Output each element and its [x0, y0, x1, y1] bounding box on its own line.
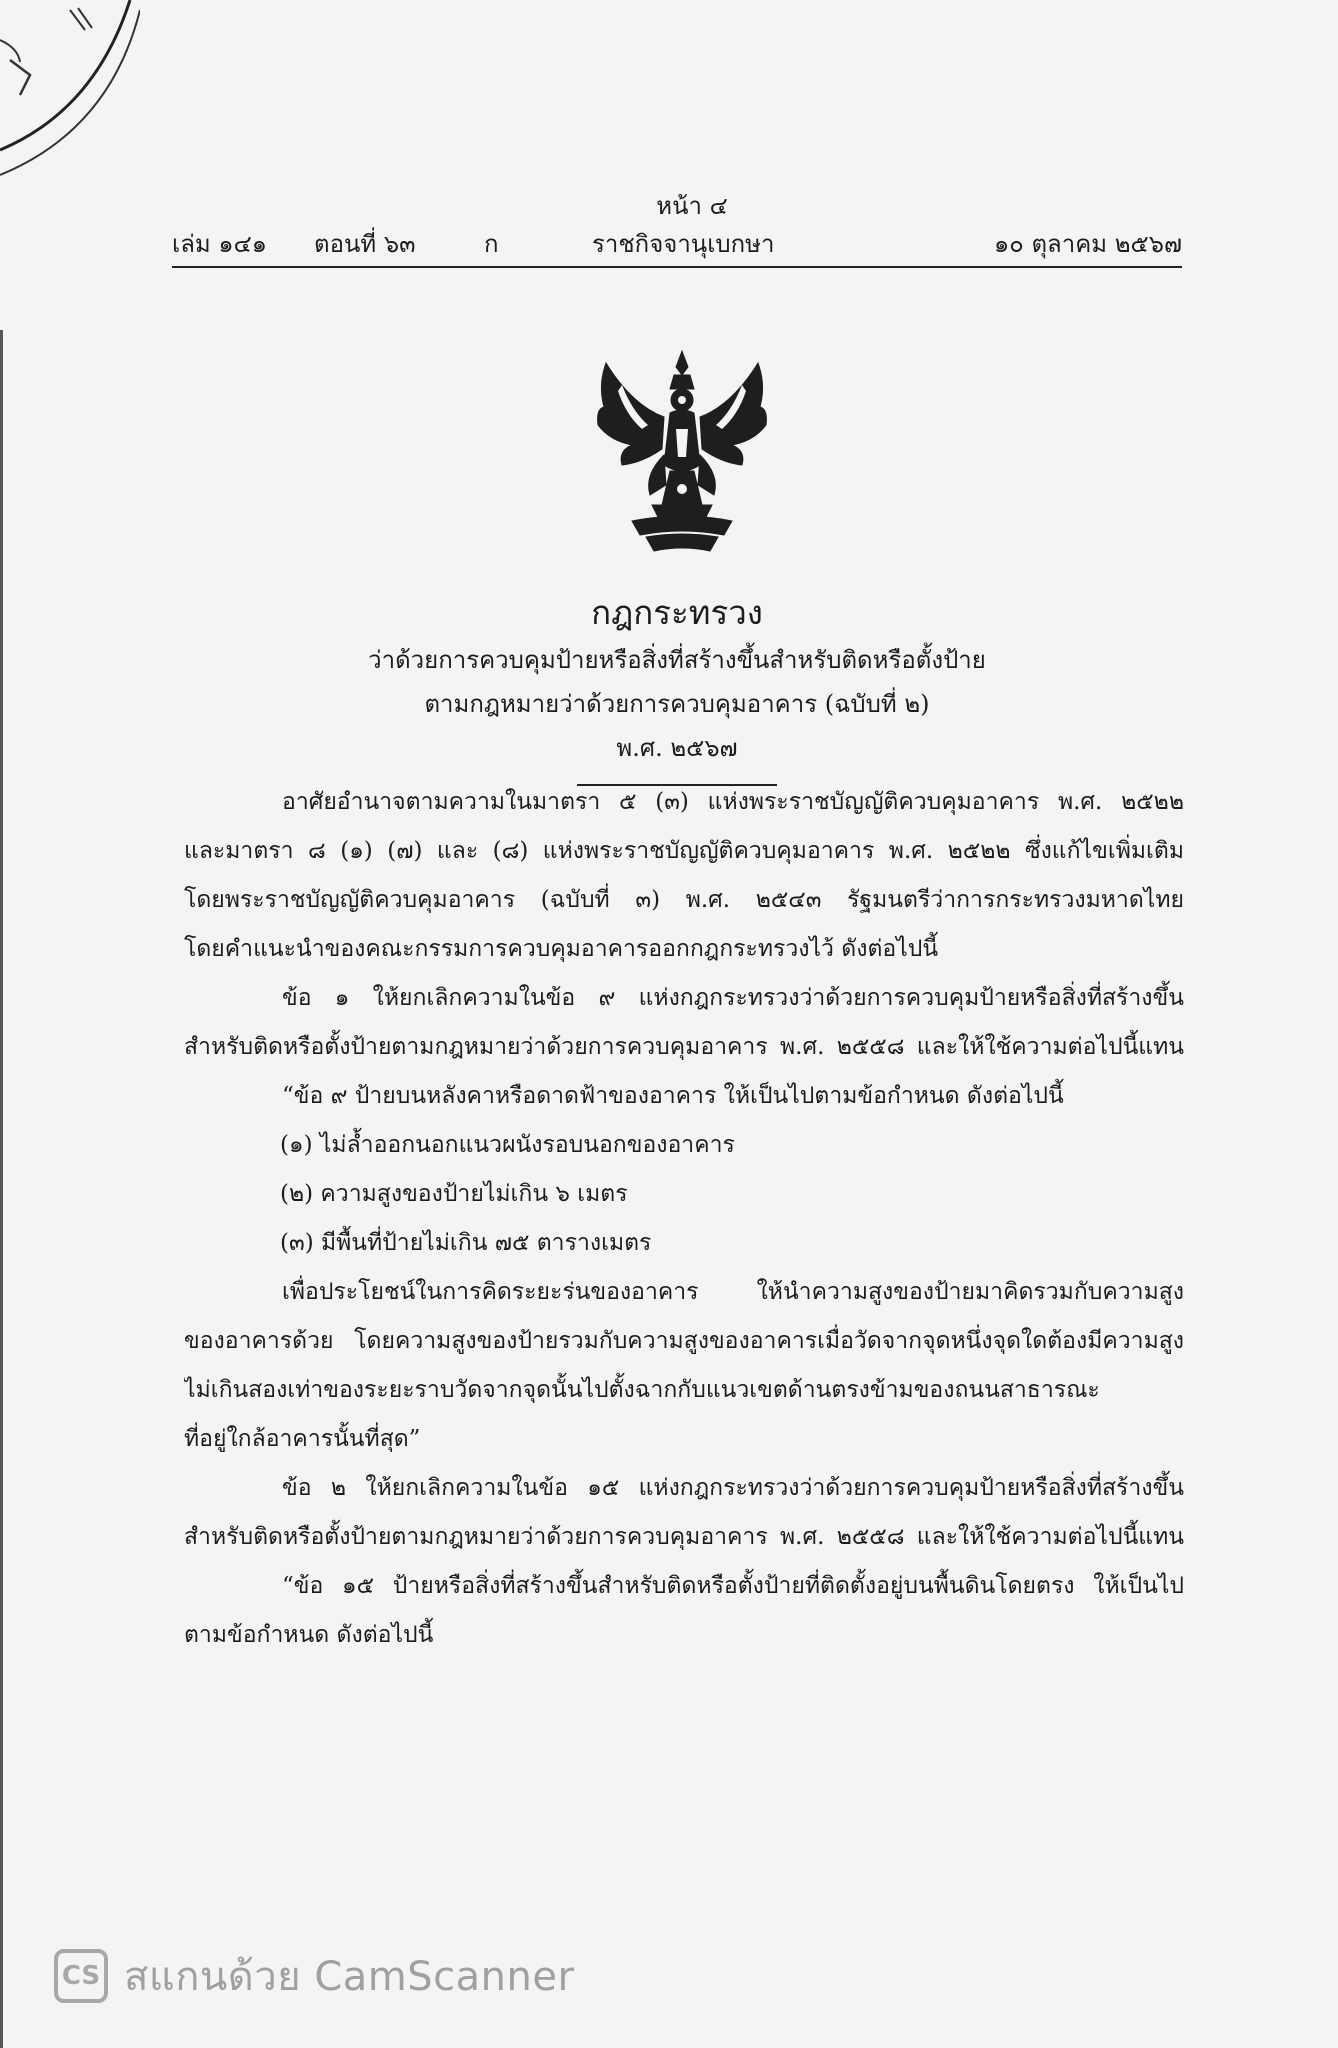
clause-15-line: “ข้อ ๑๕ ป้ายหรือสิ่งที่สร้างขึ้นสำหรับติดหรือตั้งป้ายที่ติดตั้งอยู่บนพื้นดินโดยตรง ให้เป็นไป: [282, 1573, 1184, 1599]
preamble-line: โดยคำแนะนำของคณะกรรมการควบคุมอาคารออกกฎกระทรวงไว้ ดังต่อไปนี้: [184, 936, 939, 962]
clause-9-item: (๑) ไม่ล้ำออกนอกแนวผนังรอบนอกของอาคาร: [280, 1132, 735, 1158]
clause-9-paragraph-line: ของอาคารด้วย โดยความสูงของป้ายรวมกับความสูงของอาคารเมื่อวัดจากจุดหนึ่งจุดใดต้องมีความสูง: [184, 1328, 1184, 1354]
partial-stamp-icon: [0, 0, 140, 220]
clause-9-item: (๓) มีพื้นที่ป้ายไม่เกิน ๗๕ ตารางเมตร: [280, 1230, 652, 1256]
watermark-text: สแกนด้วย CamScanner: [124, 1954, 575, 2000]
volume-number: เล่ม ๑๔๑: [172, 230, 267, 258]
camscanner-logo-icon: CS: [54, 1949, 108, 2003]
garuda-emblem-icon: [592, 345, 772, 565]
gazette-name: ราชกิจจานุเบกษา: [592, 230, 775, 258]
section-letter: ก: [484, 230, 499, 258]
gazette-header-row: [172, 222, 1182, 268]
title-block: [172, 588, 1182, 786]
scan-page-edge: [0, 330, 3, 2048]
document-body: [184, 778, 1184, 1660]
clause-2-line: ข้อ ๒ ให้ยกเลิกความในข้อ ๑๕ แห่งกฎกระทรวงว่าด้วยการควบคุมป้ายหรือสิ่งที่สร้างขึ้น: [282, 1475, 1184, 1501]
preamble-line: อาศัยอำนาจตามความในมาตรา ๕ (๓) แห่งพระราชบัญญัติควบคุมอาคาร พ.ศ. ๒๕๒๒: [282, 789, 1184, 815]
gazette-header: [172, 190, 1182, 268]
title-subtitle-1: ว่าด้วยการควบคุมป้ายหรือสิ่งที่สร้างขึ้นสำหรับติดหรือตั้งป้าย: [368, 646, 986, 674]
clause-15-line: ตามข้อกำหนด ดังต่อไปนี้: [184, 1622, 434, 1648]
camscanner-watermark: [54, 1946, 574, 2006]
clause-2-line: สำหรับติดหรือตั้งป้ายตามกฎหมายว่าด้วยการควบคุมอาคาร พ.ศ. ๒๕๕๘ และให้ใช้ความต่อไปนี้แทน: [184, 1524, 1184, 1550]
clause-1-line: สำหรับติดหรือตั้งป้ายตามกฎหมายว่าด้วยการควบคุมอาคาร พ.ศ. ๒๕๕๘ และให้ใช้ความต่อไปนี้แทน: [184, 1034, 1184, 1060]
clause-1-line: ข้อ ๑ ให้ยกเลิกความในข้อ ๙ แห่งกฎกระทรวงว่าด้วยการควบคุมป้ายหรือสิ่งที่สร้างขึ้น: [282, 985, 1184, 1011]
clause-9-paragraph-line: ไม่เกินสองเท่าของระยะราบวัดจากจุดนั้นไปตั้งฉากกับแนวเขตด้านตรงข้ามของถนนสาธารณะ: [184, 1377, 1100, 1403]
issue-number: ตอนที่ ๖๓: [314, 230, 416, 258]
title-subtitle-2: ตามกฎหมายว่าด้วยการควบคุมอาคาร (ฉบับที่ ๒): [424, 690, 930, 718]
title-year: พ.ศ. ๒๕๖๗: [616, 734, 738, 762]
preamble-line: โดยพระราชบัญญัติควบคุมอาคาร (ฉบับที่ ๓) พ.ศ. ๒๕๔๓ รัฐมนตรีว่าการกระทรวงมหาดไทย: [184, 887, 1184, 913]
page-number: หน้า ๔: [656, 192, 728, 220]
preamble-line: และมาตรา ๘ (๑) (๗) และ (๘) แห่งพระราชบัญญัติควบคุมอาคาร พ.ศ. ๒๕๒๒ ซึ่งแก้ไขเพิ่มเติม: [184, 838, 1184, 864]
clause-9-paragraph-line: ที่อยู่ใกล้อาคารนั้นที่สุด”: [184, 1426, 421, 1452]
clause-9-paragraph-line: เพื่อประโยชน์ในการคิดระยะร่นของอาคาร ให้นำความสูงของป้ายมาคิดรวมกับความสูง: [282, 1279, 1184, 1305]
clause-9-intro: “ข้อ ๙ ป้ายบนหลังคาหรือดาดฟ้าของอาคาร ให้เป็นไปตามข้อกำหนด ดังต่อไปนี้: [282, 1083, 1064, 1109]
publication-date: ๑๐ ตุลาคม ๒๕๖๗: [993, 230, 1182, 258]
document-title: กฎกระทรวง: [591, 593, 763, 632]
clause-9-item: (๒) ความสูงของป้ายไม่เกิน ๖ เมตร: [280, 1181, 628, 1207]
